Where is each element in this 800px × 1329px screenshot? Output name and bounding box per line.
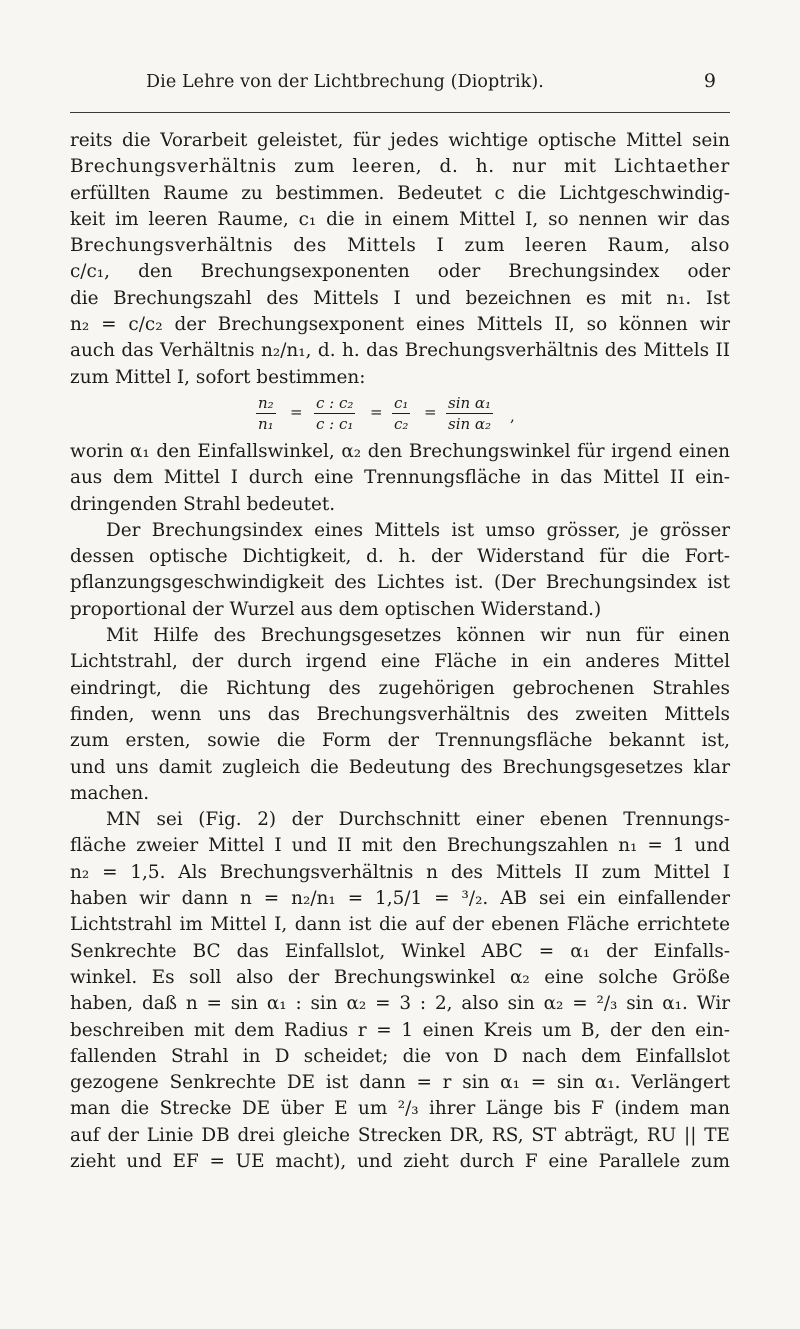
text-line: dessen optische Dichtigkeit, d. h. der Widerstand für die Fort- — [70, 546, 730, 568]
text-line: aus dem Mittel I durch eine Trennungsfläche in das Mittel II ein- — [70, 467, 730, 489]
paragraph-block-2 — [70, 439, 730, 1175]
text-line: c/c₁, den Brechungsexponenten oder Brechungsindex oder — [70, 261, 730, 283]
text-line: Lichtstrahl im Mittel I, dann ist die auf der ebenen Fläche errichtete — [70, 914, 730, 936]
text-line: haben, daß n = sin α₁ : sin α₂ = 3 : 2, also sin α₂ = ²/₃ sin α₁. Wir — [70, 993, 730, 1015]
fraction-n: $\frac{\text{n₂}}{\text{n₁}}$ — [258, 393, 274, 433]
text-line: pflanzungsgeschwindigkeit des Lichtes ist. (Der Brechungsindex ist — [70, 572, 730, 594]
text-line: auch das Verhältnis n₂/n₁, d. h. das Brechungsverhältnis des Mittels II — [70, 340, 730, 362]
fraction-c-ratio: $\frac{\text{c₁}}{\text{c₂}}$ — [394, 393, 409, 433]
text-line: finden, wenn uns das Brechungsverhältnis des zweiten Mittels — [70, 703, 730, 725]
text-line: n₂ = c/c₂ der Brechungsexponent eines Mittels II, so können wir — [70, 314, 730, 336]
text-line: n₂ = 1,5. Als Brechungsverhältnis n des Mittels II zum Mittel I — [70, 861, 730, 883]
text-line: Brechungsverhältnis zum leeren, d. h. nur mit Lichtaether — [70, 156, 730, 178]
text-line: zum ersten, sowie die Form der Trennungsfläche bekannt ist, — [70, 730, 730, 752]
text-line: zieht und EF = UE macht), und zieht durch F eine Parallele zum — [70, 1150, 730, 1172]
text-line: Senkrechte BC das Einfallslot, Winkel ABC = α₁ der Einfalls- — [70, 940, 730, 962]
text-line: die Brechungszahl des Mittels I und bezeichnen es mit n₁. Ist — [70, 287, 730, 309]
paragraph-block-1 — [70, 128, 730, 391]
text-line: zum Mittel I, sofort bestimmen: — [70, 366, 366, 388]
fraction-c: $\frac{\text{c : c₂}}{\text{c : c₁}}$ — [316, 393, 354, 433]
text-line: Mit Hilfe des Brechungsgesetzes können wir nun für einen — [106, 625, 730, 647]
text-line: proportional der Wurzel aus dem optischen Widerstand.) — [70, 598, 602, 620]
header-rule — [70, 112, 730, 113]
text-line: eindringt, die Richtung des zugehörigen gebrochenen Strahles — [70, 677, 730, 699]
body-text — [70, 128, 730, 1175]
text-line: worin α₁ den Einfallswinkel, α₂ den Brechungswinkel für irgend einen — [70, 440, 730, 462]
text-line: und uns damit zugleich die Bedeutung des Brechungsgesetzes klar — [70, 756, 730, 778]
text-line: keit im leeren Raume, c₁ die in einem Mittel I, so nennen wir das — [70, 208, 730, 230]
fraction-sine: $\frac{\text{sin α₁}}{\text{sin α₂}}$ — [448, 393, 492, 433]
text-line: gezogene Senkrechte DE ist dann = r sin α₁ = sin α₁. Verlängert — [70, 1072, 730, 1094]
refraction-formula: $\frac{\text{n₂}}{\text{n₁}}$ = $\frac{\text{c : c₂}}{\text{c : c₁}}$ = $\frac{\text{c₁}}{\text{c₂}}$ = $\frac{\text{sin α₁}}{\text{sin α₂}}$ , — [258, 393, 515, 433]
text-line: Lichtstrahl, der durch irgend eine Fläche in ein anderes Mittel — [70, 651, 730, 673]
text-line: auf der Linie DB drei gleiche Strecken DR, RS, ST abträgt, RU || TE — [70, 1124, 730, 1146]
text-line: erfüllten Raume zu bestimmen. Bedeutet c die Lichtgeschwindig- — [70, 182, 730, 204]
text-line: fläche zweier Mittel I und II mit den Brechungszahlen n₁ = 1 und — [70, 835, 730, 857]
running-title: Die Lehre von der Lichtbrechung (Dioptrik). — [146, 72, 544, 92]
text-line: machen. — [70, 782, 150, 804]
text-line: winkel. Es soll also der Brechungswinkel α₂ eine solche Größe — [70, 966, 730, 988]
page-number: 9 — [703, 70, 716, 92]
text-line: beschreiben mit dem Radius r = 1 einen Kreis um B, der den ein- — [70, 1019, 730, 1041]
running-header — [0, 62, 800, 102]
text-line: Brechungsverhältnis des Mittels I zum leeren Raum, also — [70, 235, 730, 257]
text-line: man die Strecke DE über E um ²/₃ ihrer Länge bis F (indem man — [70, 1098, 730, 1120]
text-line: haben wir dann n = n₂/n₁ = 1,5/1 = ³/₂. AB sei ein einfallender — [70, 888, 730, 910]
text-line: MN sei (Fig. 2) der Durchschnitt einer ebenen Trennungs- — [106, 809, 730, 831]
text-line: dringenden Strahl bedeutet. — [70, 493, 336, 515]
text-line: Der Brechungsindex eines Mittels ist umso grösser, je grösser — [106, 519, 730, 541]
text-line: reits die Vorarbeit geleistet, für jedes wichtige optische Mittel sein — [70, 130, 730, 151]
text-line: fallenden Strahl in D scheidet; die von D nach dem Einfallslot — [70, 1045, 730, 1067]
